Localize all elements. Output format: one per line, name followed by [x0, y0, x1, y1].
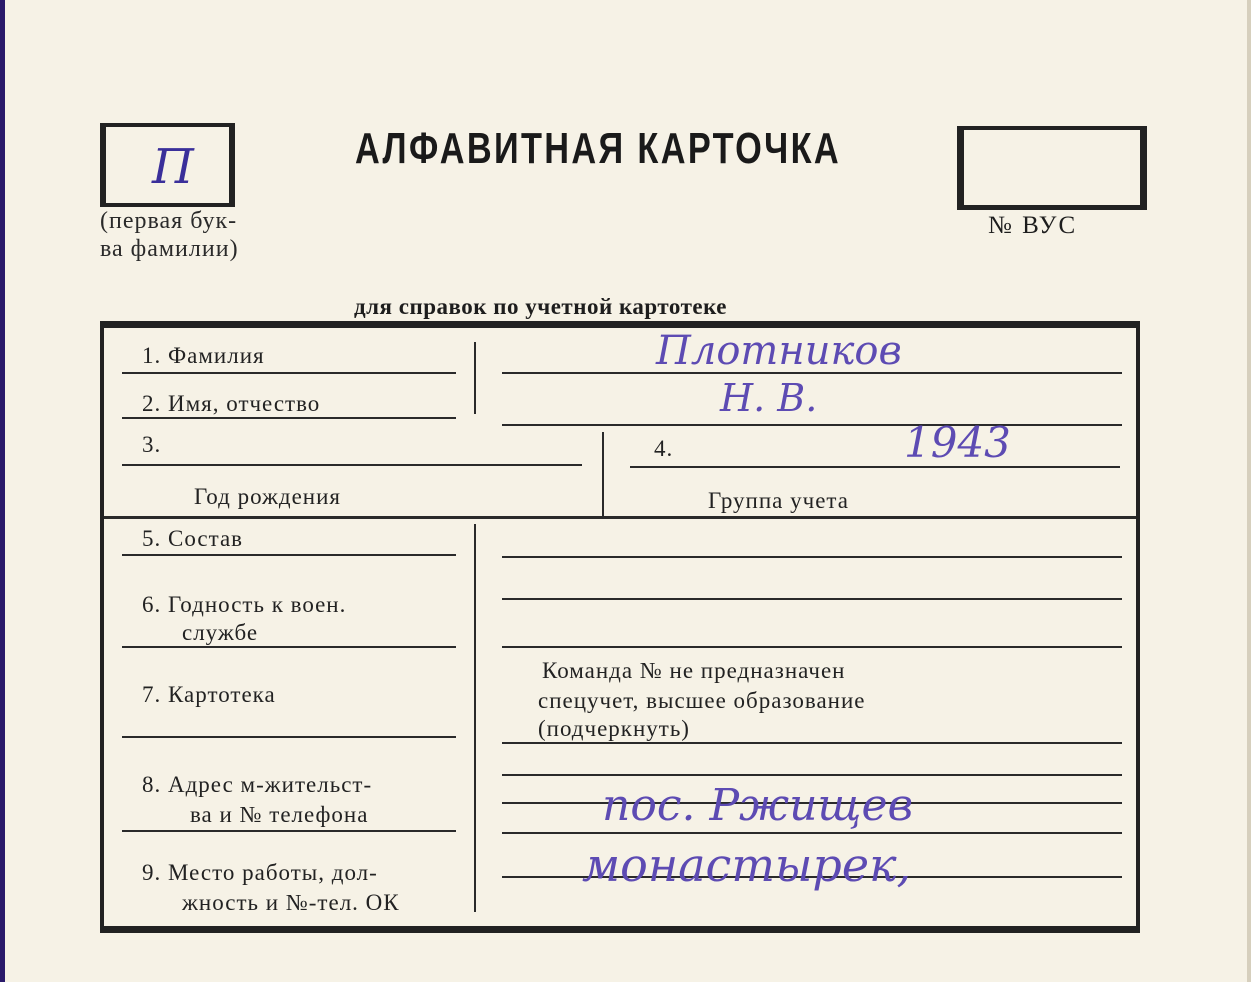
handwritten-initials: Н. В. [720, 376, 818, 420]
handwritten-surname: Плотников [656, 328, 902, 374]
field-9-label-line1: 9. Место работы, дол- [142, 860, 378, 885]
card-title: АЛФАВИТНАЯ КАРТОЧКА [355, 124, 841, 173]
letter-caption-line1: (первая бук- [100, 208, 238, 234]
line [502, 832, 1122, 834]
field-5-label: 5. Состав [142, 526, 244, 551]
team-text-line3: (подчеркнуть) [538, 716, 690, 741]
handwritten-address-line1: пос. Ржищев [602, 780, 914, 831]
divider-vertical-mid [602, 432, 604, 516]
field-9-label-line2: жность и №-тел. ОК [182, 890, 400, 915]
line [502, 556, 1122, 558]
divider-vertical-bottom [474, 524, 476, 912]
line [122, 830, 456, 832]
vus-box [957, 126, 1147, 210]
team-text-line1: Команда № не предназначен [542, 658, 846, 683]
field-8-label-line1: 8. Адрес м-жительст- [142, 772, 373, 797]
line [502, 424, 1122, 426]
birth-year-label: Год рождения [194, 484, 341, 509]
field-7-label: 7. Картотека [142, 682, 276, 707]
handwritten-year: 1943 [904, 418, 1011, 467]
line [122, 554, 456, 556]
field-2-name-label: 2. Имя, отчество [142, 391, 321, 416]
card-subtitle: для справок по учетной картотеке [354, 294, 727, 319]
letter-caption-line2: ва фамилии) [100, 236, 239, 262]
field-1-surname-label: 1. Фамилия [142, 343, 265, 368]
separator [104, 516, 1136, 519]
team-text-line2: спецучет, высшее образование [538, 688, 866, 713]
field-4-label: 4. [654, 436, 674, 461]
line [122, 417, 456, 419]
field-8-label-line2: ва и № телефона [190, 802, 369, 827]
line [630, 466, 1120, 468]
line [502, 646, 1122, 648]
scan-edge [0, 0, 5, 982]
line [502, 598, 1122, 600]
line [122, 736, 456, 738]
group-label: Группа учета [708, 488, 849, 513]
field-3-label: 3. [142, 432, 162, 457]
surname-letter: П [152, 139, 194, 195]
line [122, 464, 582, 466]
vus-label: № ВУС [988, 212, 1078, 239]
field-6-label-line2: службе [182, 620, 259, 645]
divider-vertical-top [474, 342, 476, 414]
surname-letter-box [100, 123, 235, 207]
field-6-label-line1: 6. Годность к воен. [142, 592, 347, 617]
line [502, 774, 1122, 776]
scan-edge-right [1247, 0, 1251, 982]
letter-caption [100, 207, 239, 263]
form-frame [100, 321, 1140, 933]
line [122, 372, 456, 374]
line [502, 742, 1122, 744]
line [122, 646, 456, 648]
handwritten-address-line2: монастырек, [582, 838, 912, 892]
